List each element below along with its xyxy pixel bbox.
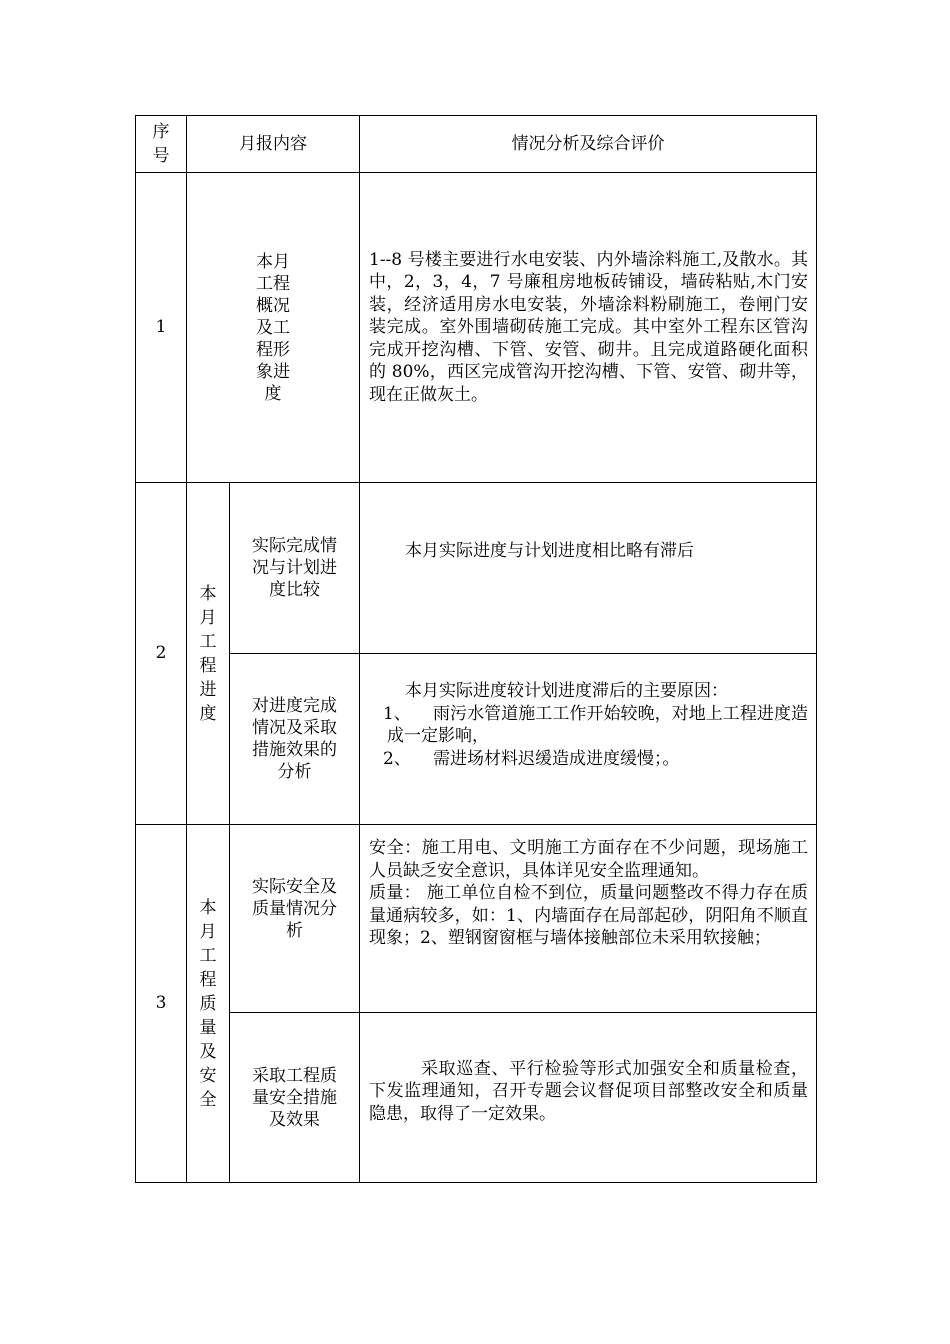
quality-text: 质量： 施工单位自检不到位，质量问题整改不得力存在质量通病较多，如：1、内墙面存在局部起砂，阴阳角不顺直现象；2、塑钢窗窗框与墙体接触部位未采用软接触； bbox=[369, 883, 808, 949]
row-number: 3 bbox=[136, 825, 187, 1183]
table-row bbox=[136, 173, 817, 483]
row-number: 2 bbox=[136, 483, 187, 825]
sub-label: 对进度完成情况及采取措施效果的分析 bbox=[252, 696, 337, 782]
table-row bbox=[136, 654, 817, 825]
safety-text: 安全：施工用电、文明施工方面存在不少问题，现场施工人员缺乏安全意识，具体详见安全监理通知。 bbox=[369, 838, 808, 881]
list-item-number: 1、 bbox=[383, 703, 411, 724]
sub-label-cell bbox=[230, 654, 360, 825]
sub-label: 实际安全及质量情况分析 bbox=[252, 876, 337, 941]
row-category-cell bbox=[187, 173, 360, 483]
sub-label: 实际完成情况与计划进度比较 bbox=[252, 536, 337, 600]
row-analysis-text: 采取巡查、平行检验等形式加强安全和质量检查，下发监理通知，召开专题会议督促项目部整改安全和质量隐患，取得了一定效果。 bbox=[369, 1058, 808, 1124]
sub-label-cell bbox=[230, 825, 360, 1013]
row-category: 本月工程概况及工程形象进度 bbox=[256, 251, 290, 404]
list-item-text bbox=[387, 703, 808, 748]
header-seq: 序号 bbox=[152, 122, 170, 166]
list-item bbox=[369, 703, 808, 748]
header-seq-cell bbox=[136, 116, 187, 173]
list-item-text bbox=[433, 748, 808, 771]
sub-label-cell bbox=[230, 1013, 360, 1183]
delay-intro: 本月实际进度较计划进度滞后的主要原因： bbox=[405, 681, 728, 701]
row-analysis-cell bbox=[360, 173, 817, 483]
delay-analysis bbox=[360, 680, 816, 770]
sub-label: 采取工程质量安全措施及效果 bbox=[252, 1065, 337, 1130]
row-analysis-cell bbox=[360, 1013, 817, 1183]
header-evaluation: 情况分析及综合评价 bbox=[360, 116, 817, 173]
table-row bbox=[136, 483, 817, 654]
row-category: 本月工程质量及安全 bbox=[199, 897, 217, 1110]
row-analysis-text: 本月实际进度与计划进度相比略有滞后 bbox=[405, 541, 694, 561]
row-category-cell bbox=[187, 825, 230, 1183]
row-analysis-cell bbox=[360, 654, 817, 825]
safety-quality-analysis bbox=[360, 837, 816, 950]
table-row bbox=[136, 1013, 817, 1183]
row-category: 本月工程进度 bbox=[199, 583, 217, 724]
list-item bbox=[369, 748, 808, 771]
table-row bbox=[136, 825, 817, 1013]
list-item-body: 雨污水管道施工工作开始较晚，对地上工程进度造成一定影响， bbox=[387, 703, 808, 746]
header-row bbox=[136, 116, 817, 173]
row-analysis-cell bbox=[360, 483, 817, 654]
row-analysis-cell bbox=[360, 825, 817, 1013]
sub-label-cell bbox=[230, 483, 360, 654]
row-number: 1 bbox=[136, 173, 187, 483]
header-content: 月报内容 bbox=[187, 116, 360, 173]
row-analysis-text: 1--8 号楼主要进行水电安装、内外墙涂料施工,及散水。其中，2，3，4，7 号廉租房地板砖铺设，墙砖粘贴,木门安装，经济适用房水电安装，外墙涂料粉刷施工，卷闸门安装完成。室外围墙砌砖施工完成。其中室外工程东区管沟完成开挖沟槽、下管、安管、砌井。且完成道路硬化面积的 80%，西区完成管沟开挖沟槽、下管、安管、砌井等，现在正做灰土。 bbox=[369, 249, 808, 405]
list-item-number: 2、 bbox=[383, 748, 411, 769]
row-category-cell bbox=[187, 483, 230, 825]
monthly-report-table bbox=[135, 115, 817, 1183]
list-item-body: 需进场材料迟缓造成进度缓慢；。 bbox=[433, 748, 680, 769]
